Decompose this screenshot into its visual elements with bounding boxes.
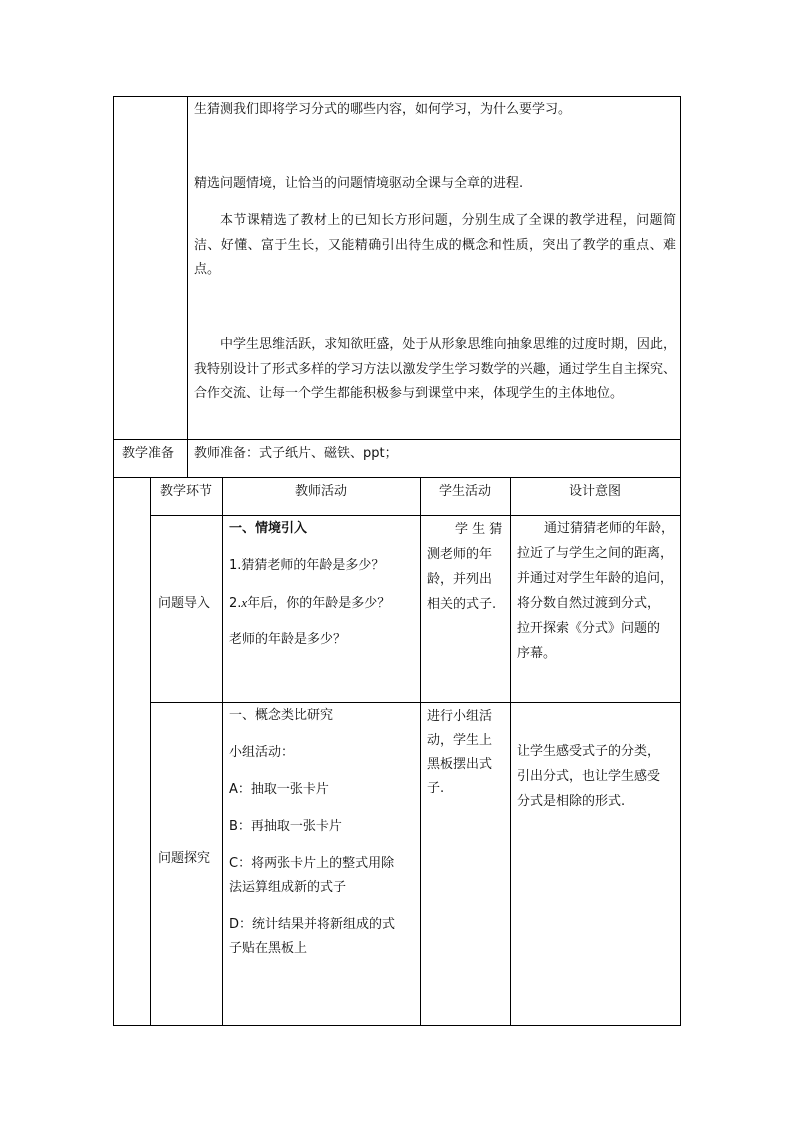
row2-student-line-3: 黑板摆出式	[427, 757, 493, 772]
row2-design-line-3: 分式是相除的形式.	[517, 794, 626, 809]
row2-group-activity: 小组活动：	[229, 745, 295, 760]
teacher-column-right	[420, 477, 421, 1026]
row2-design-line-2: 引出分式，也让学生感受	[517, 769, 661, 784]
row1-stage-label: 问题导入	[158, 596, 211, 611]
top-label-divider	[187, 96, 188, 477]
row1-design-line-4: 将分数自然过渡到分式，	[517, 596, 661, 611]
row1-design-line-1: 通过猜猜老师的年龄，	[544, 521, 675, 536]
row2-design-line-1: 让学生感受式子的分类，	[517, 744, 661, 759]
stage-column-left	[150, 477, 151, 1026]
row1-student-line-3: 龄，并列出	[427, 572, 493, 587]
row2-student-line-1: 进行小组活	[427, 709, 493, 724]
content-paragraph: 本节课精选了教材上的已知长方形问题，分别生成了全课的教学进程，问题简洁、好懂、富于生长，又能精确引出待生成的概念和性质，突出了教学的重点、难点。	[194, 213, 676, 277]
row2-teacher-title: 一、概念类比研究	[229, 708, 334, 723]
student-column-right	[510, 477, 511, 1026]
header-row-bottom-border	[150, 515, 681, 516]
row2-step-c-line-2: 法运算组成新的式子	[229, 880, 347, 895]
row1-question-2-variable: x	[241, 595, 248, 610]
row1-design-line-3: 并通过对学生年龄的追问，	[517, 571, 674, 586]
row1-design-line-5: 拉开探索《分式》问题的	[517, 621, 661, 636]
prep-row-bottom-border	[113, 477, 681, 478]
row1-question-2	[229, 591, 390, 616]
row2-stage-label: 问题探究	[158, 851, 211, 866]
header-stage: 教学环节	[159, 484, 212, 499]
prep-row-top-border	[113, 439, 681, 440]
row1-design-line-6: 序幕。	[517, 646, 557, 661]
row1-student-line-1: 学 生 猜	[455, 522, 503, 537]
table-bottom-border	[113, 1025, 681, 1026]
row1-student-line-2: 测老师的年	[427, 547, 493, 562]
row1-teacher-title: 一、情境引入	[229, 521, 308, 536]
row2-step-b: B：再抽取一张卡片	[229, 819, 342, 834]
prep-content: 教师准备：式子纸片、磁铁、ppt；	[194, 446, 398, 461]
row2-step-a: A：抽取一张卡片	[229, 782, 329, 797]
intro-paragraph-end: 生猜测我们即将学习分式的哪些内容，如何学习，为什么要学习。	[194, 102, 572, 117]
row2-step-d-line-1: D：统计结果并将新组成的式	[229, 917, 396, 932]
row2-step-c-line-1: C：将两张卡片上的整式用除	[229, 856, 395, 871]
row1-student-line-4: 相关的式子.	[427, 597, 497, 612]
row1-question-2-text: 年后，你的年龄是多少？	[247, 596, 391, 611]
row1-design-line-2: 拉近了与学生之间的距离，	[517, 546, 674, 561]
row1-question-3: 老师的年龄是多少？	[229, 632, 347, 647]
header-student-activity: 学生活动	[438, 484, 491, 499]
table-top-border	[113, 96, 681, 97]
stage-column-right	[222, 477, 223, 1026]
row2-student-line-4: 子.	[427, 781, 445, 796]
prep-label: 教学准备	[122, 446, 175, 461]
row1-question-2-number: 2.	[229, 596, 242, 611]
header-teacher-activity: 教师活动	[294, 484, 347, 499]
row2-student-line-2: 动，学生上	[427, 733, 493, 748]
row2-step-d-line-2: 子贴在黑板上	[229, 941, 308, 956]
method-paragraph: 精选问题情境，让恰当的问题情境驱动全课与全章的进程.	[194, 176, 524, 191]
row1-bottom-border	[150, 702, 681, 703]
row1-question-1: 1.猜猜老师的年龄是多少？	[229, 558, 385, 573]
table-right-border	[680, 96, 681, 1026]
student-analysis-paragraph: 中学生思维活跃，求知欲旺盛，处于从形象思维向抽象思维的过度时期，因此，我特别设计了形式多样的学习方法以激发学生学习数学的兴趣，通过学生自主探究、合作交流、让每一个学生都能积极参与到课堂中来，体现学生的主体地位。	[194, 337, 676, 401]
table-left-border	[113, 96, 114, 1026]
header-design-intent: 设计意图	[568, 484, 621, 499]
